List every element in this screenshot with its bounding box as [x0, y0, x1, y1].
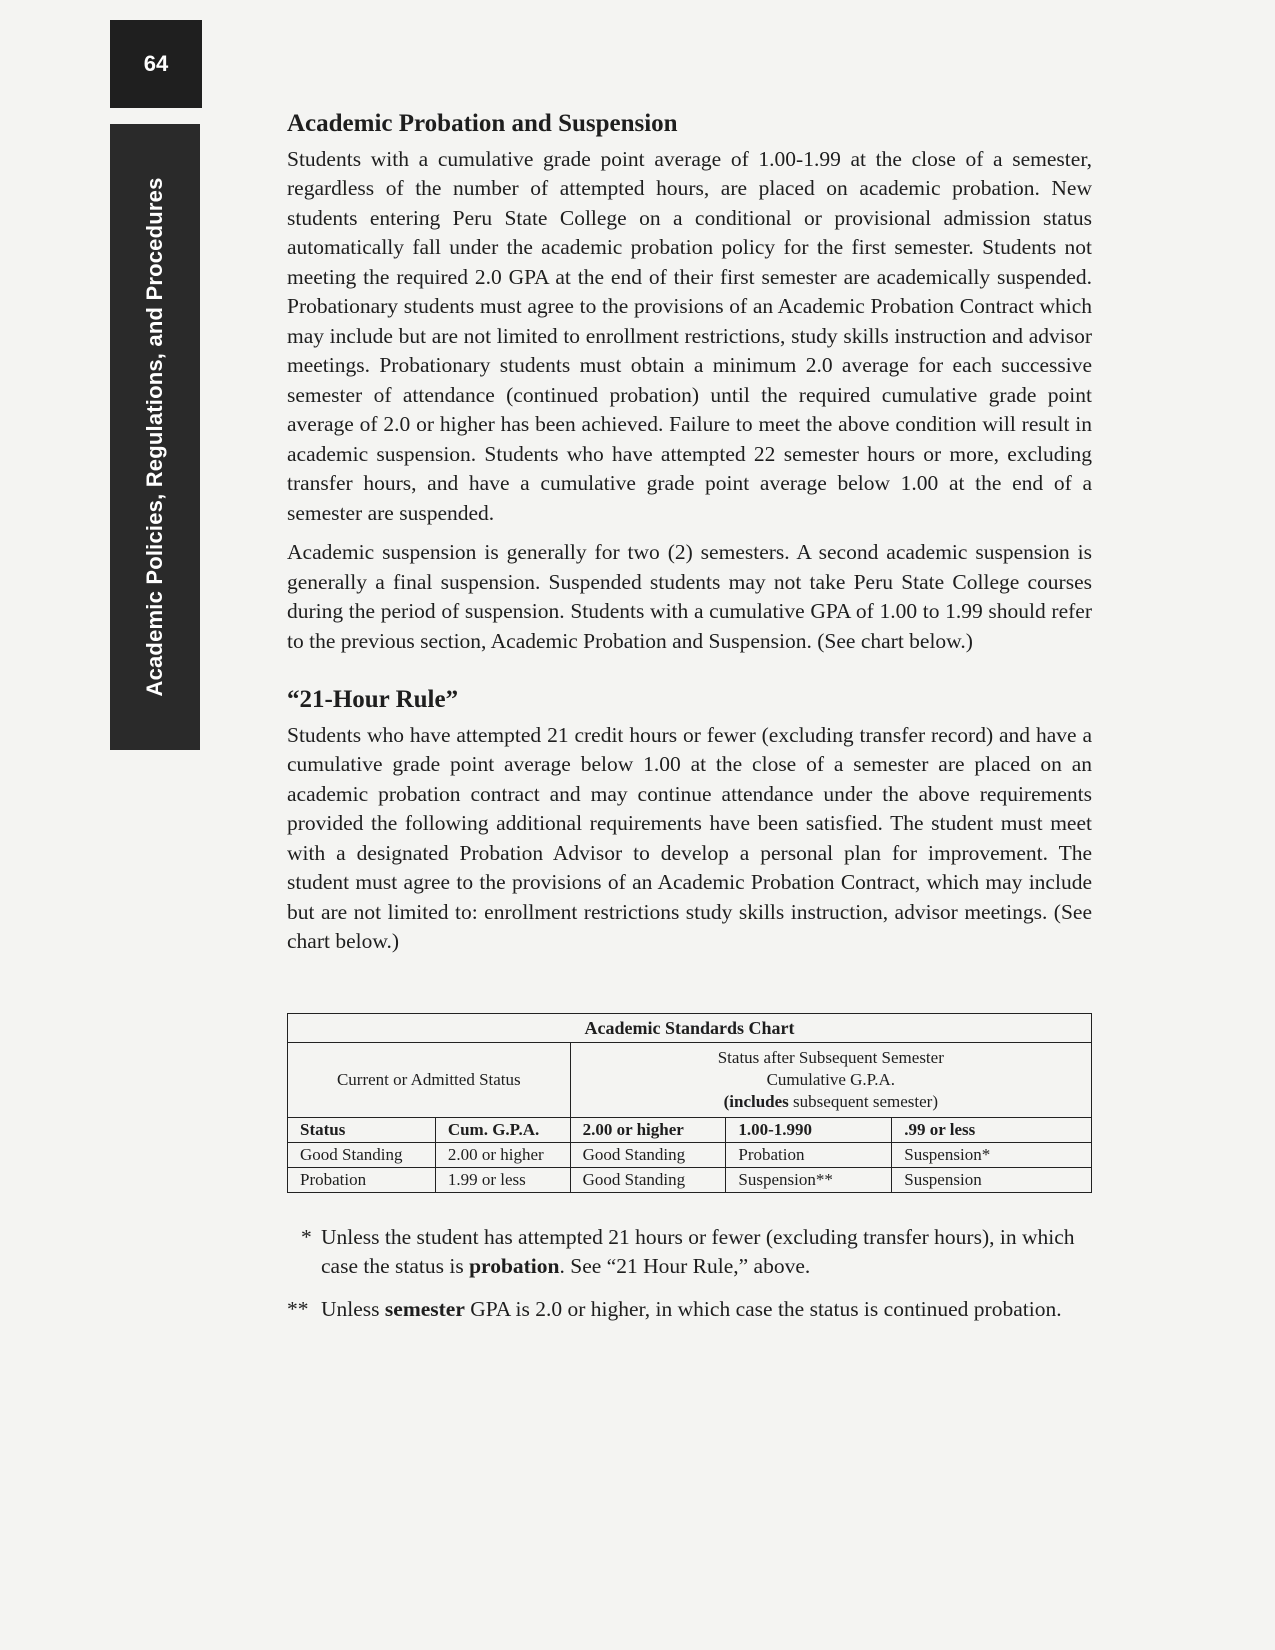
footnote-2-bold: semester: [384, 1296, 465, 1321]
table-cell: 2.00 or higher: [435, 1142, 570, 1167]
footnotes: [287, 1223, 1092, 1324]
standards-table: [287, 1013, 1092, 1193]
footnote-1: [287, 1223, 1092, 1281]
table-cell: Probation: [288, 1167, 436, 1192]
side-tab: [110, 124, 200, 750]
footnote-2-text-b: GPA is 2.0 or higher, in which case the status is continued probation.: [464, 1296, 1062, 1321]
21-hour-rule-paragraph: Students who have attempted 21 credit hours or fewer (excluding transfer record) and have a cumulative grade point average below 1.00 at the close of a semester are placed on an academic probation contract and may continue attendance under the above requirements provided the following additional requirements have been satisfied. The student must meet with a designated Probation Advisor to develop a personal plan for improvement. The student must agree to the provisions of an Academic Probation Contract, which may include but are not limited to: enrollment restrictions study skills instruction, advisor meetings. (See chart below.): [287, 722, 1092, 953]
table-cell: Suspension: [892, 1167, 1092, 1192]
footnote-2: [287, 1295, 1092, 1324]
header-99-or-less: .99 or less: [892, 1117, 1092, 1142]
group-header-line1: Status after Subsequent Semester: [717, 1047, 944, 1067]
header-cum-gpa: Cum. G.P.A.: [435, 1117, 570, 1142]
academic-standards-chart: [287, 1013, 1092, 1193]
group-header-rest: subsequent semester): [788, 1091, 938, 1111]
header-1-00-1-990: 1.00-1.990: [726, 1117, 892, 1142]
suspension-paragraph: Academic suspension is generally for two (2) semesters. A second academic suspension is generally a final suspension. Suspended students may not take Peru State College courses during the period of suspension. Students with a cumulative GPA of 1.00 to 1.99 should refer to the previous section, Academic Probation and Suspension. (See chart below.): [287, 540, 1092, 653]
page-number: 64: [110, 20, 202, 108]
current-status-group-header: Current or Admitted Status: [288, 1042, 571, 1117]
probation-paragraph: Students with a cumulative grade point average of 1.00-1.99 at the close of a semester, regardless of the number of attempted hours, are placed on academic probation. New students entering Peru State College on a conditional or provisional admission status automatically fall under the academic probation policy for the first semester. Students not meeting the required 2.0 GPA at the end of their first semester are academically suspended. Probationary students must agree to the provisions of an Academic Probation Contract which may include but are not limited to enrollment restrictions, study skills instruction and advisor meetings. Probationary students must obtain a minimum 2.0 average for each successive semester of attendance (continued probation) until the required cumulative grade point average of 2.0 or higher has been achieved. Failure to meet the above condition will result in academic suspension. Students who have attempted 22 semester hours or more, excluding transfer hours, and have a cumulative grade point average below 1.00 at the end of a semester are suspended.: [287, 146, 1092, 525]
footnote-1-text-b: . See “21 Hour Rule,” above.: [559, 1253, 811, 1278]
table-cell: Good Standing: [288, 1142, 436, 1167]
group-header-line3: [583, 1091, 1079, 1113]
table-header-row: [288, 1117, 1092, 1142]
subsequent-status-group-header: [570, 1042, 1091, 1117]
table-cell: Good Standing: [570, 1167, 726, 1192]
table-cell: Suspension*: [892, 1142, 1092, 1167]
group-header-includes: (includes: [723, 1091, 789, 1111]
side-tab-label: Academic Policies, Regulations, and Procedures: [142, 177, 167, 697]
section-heading-probation: Academic Probation and Suspension: [287, 110, 678, 137]
footnote-1-mark: *: [301, 1224, 312, 1249]
section-heading-21-hour-rule: “21-Hour Rule”: [287, 686, 459, 713]
header-status: Status: [288, 1117, 436, 1142]
table-cell: Suspension**: [726, 1167, 892, 1192]
chart-title: Academic Standards Chart: [288, 1013, 1092, 1042]
table-cell: 1.99 or less: [435, 1167, 570, 1192]
table-cell: Probation: [726, 1142, 892, 1167]
table-cell: Good Standing: [570, 1142, 726, 1167]
table-row: [288, 1142, 1092, 1167]
page-content: [287, 108, 1092, 1338]
footnote-2-mark: **: [287, 1296, 309, 1321]
footnote-1-bold: probation: [469, 1253, 560, 1278]
header-2-00-or-higher: 2.00 or higher: [570, 1117, 726, 1142]
footnote-1-text-a: Unless the student has attempted 21 hours or fewer (excluding transfer hours), in which case the status is: [321, 1224, 1075, 1278]
table-row: [288, 1167, 1092, 1192]
footnote-2-text-a: Unless: [321, 1296, 385, 1321]
group-header-line2: Cumulative G.P.A.: [766, 1069, 896, 1089]
